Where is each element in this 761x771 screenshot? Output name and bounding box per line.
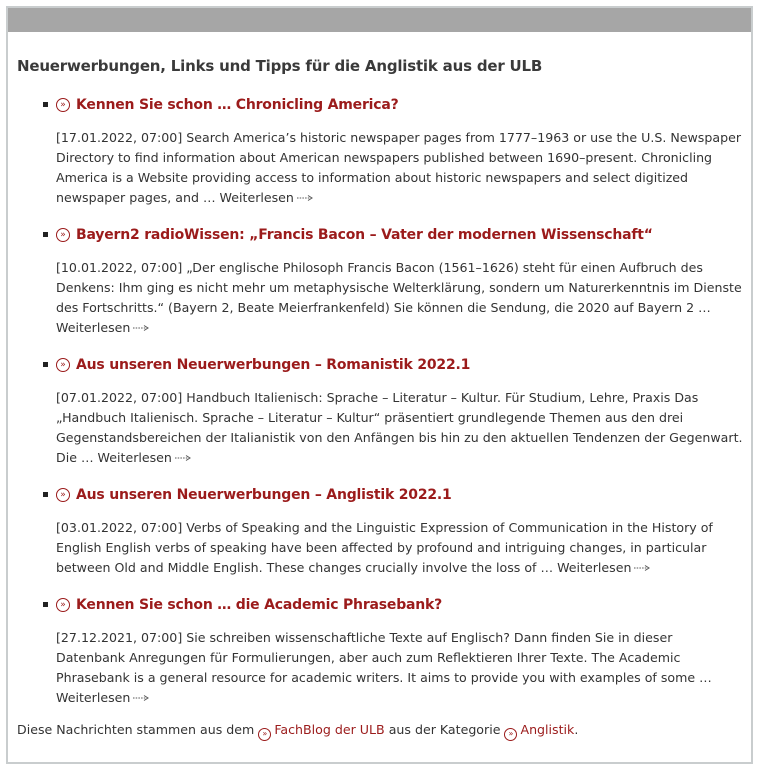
- news-item-excerpt: [56, 258, 751, 338]
- read-more-link[interactable]: Weiterlesen: [98, 450, 191, 465]
- news-item-text: [17.01.2022, 07:00] Search America’s historic newspaper pages from 1777–1963 or use the U.S. Newspaper Directory to find information about American newspapers published between 1690–present. Chronicling America is a Website providing access to information about historic newspapers and select digitized newspaper pages, and …: [56, 130, 742, 205]
- news-item-excerpt: [56, 628, 751, 708]
- news-item-title-link[interactable]: Aus unseren Neuerwerbungen – Romanistik 2022.1: [76, 357, 471, 373]
- news-item-text: [27.12.2021, 07:00] Sie schreiben wissenschaftliche Texte auf Englisch? Dann finden Sie in dieser Datenbank Anregungen für Formulierungen, aber auch zum Reflektieren Ihrer Texte. The Academic Phrasebank is a general resource for academic writers. It aims to provide you with examples of some …: [56, 630, 712, 685]
- news-item-excerpt: [56, 128, 751, 208]
- news-item-text: [10.01.2022, 07:00] „Der englische Philosoph Francis Bacon (1561–1626) steht für einen Aufbruch des Denkens: Ihm ging es nicht mehr um metaphysische Welterklärung, sondern um Naturerkenntnis im Dienste des Fortschritts.“ (Bayern 2, Beate Meierfrankenfeld) Sie können die Sendung, die 2020 auf Bayern 2 …: [56, 260, 742, 315]
- news-box: [6, 6, 753, 764]
- dotted-arrow-right-icon: [133, 325, 149, 331]
- news-item: [8, 222, 751, 338]
- circled-chevron-right-icon: »: [56, 488, 70, 502]
- box-title: Neuerwerbungen, Links und Tipps für die Anglistik aus der ULB: [17, 57, 543, 75]
- news-item-title-link[interactable]: Bayern2 radioWissen: „Francis Bacon – Vater der modernen Wissenschaft“: [76, 227, 653, 243]
- list-bullet: [43, 602, 48, 607]
- circled-chevron-right-icon: »: [504, 728, 517, 741]
- news-item-title-link[interactable]: Kennen Sie schon … die Academic Phrasebank?: [76, 597, 443, 613]
- news-item-text: [07.01.2022, 07:00] Handbuch Italienisch: Sprache – Literatur – Kultur. Für Studium, Lehre, Praxis Das „Handbuch Italienisch. Sprache – Literatur – Kultur“ präsentiert grundlegende Themen aus den drei Gegenstandsbereichen der Italianistik von den Anfängen bis hin zu den aktuellen Tendenzen der Gegenwart. Die …: [56, 390, 743, 465]
- news-item: [8, 352, 751, 468]
- read-more-link[interactable]: Weiterlesen: [56, 690, 149, 705]
- list-bullet: [43, 492, 48, 497]
- dotted-arrow-right-icon: [634, 565, 650, 571]
- circled-chevron-right-icon: »: [56, 228, 70, 242]
- source-note: Diese Nachrichten stammen aus dem » FachBlog der ULB aus der Kategorie » Anglistik.: [17, 720, 751, 740]
- news-item: [8, 92, 751, 208]
- dotted-arrow-right-icon: [133, 695, 149, 701]
- list-bullet: [43, 102, 48, 107]
- category-anglistik-link[interactable]: » Anglistik: [504, 722, 574, 737]
- news-item-excerpt: [56, 518, 751, 578]
- circled-chevron-right-icon: »: [258, 728, 271, 741]
- news-item: [8, 482, 751, 578]
- fachblog-link[interactable]: » FachBlog der ULB: [258, 722, 384, 737]
- news-item-title-link[interactable]: Kennen Sie schon … Chronicling America?: [76, 97, 399, 113]
- read-more-link[interactable]: Weiterlesen: [557, 560, 650, 575]
- list-bullet: [43, 232, 48, 237]
- news-list: [8, 92, 751, 708]
- dotted-arrow-right-icon: [175, 455, 191, 461]
- list-bullet: [43, 362, 48, 367]
- news-item-title-link[interactable]: Aus unseren Neuerwerbungen – Anglistik 2022.1: [76, 487, 452, 503]
- news-item-text: [03.01.2022, 07:00] Verbs of Speaking and the Linguistic Expression of Communication in the History of English English verbs of speaking have been affected by profound and intriguing changes, in particular between Old and Middle English. These changes crucially involve the loss of …: [56, 520, 713, 575]
- read-more-link[interactable]: Weiterlesen: [220, 190, 313, 205]
- circled-chevron-right-icon: »: [56, 358, 70, 372]
- box-header-bar: [8, 8, 751, 32]
- dotted-arrow-right-icon: [297, 195, 313, 201]
- circled-chevron-right-icon: »: [56, 98, 70, 112]
- circled-chevron-right-icon: »: [56, 598, 70, 612]
- news-item: [8, 592, 751, 708]
- read-more-link[interactable]: Weiterlesen: [56, 320, 149, 335]
- news-item-excerpt: [56, 388, 751, 468]
